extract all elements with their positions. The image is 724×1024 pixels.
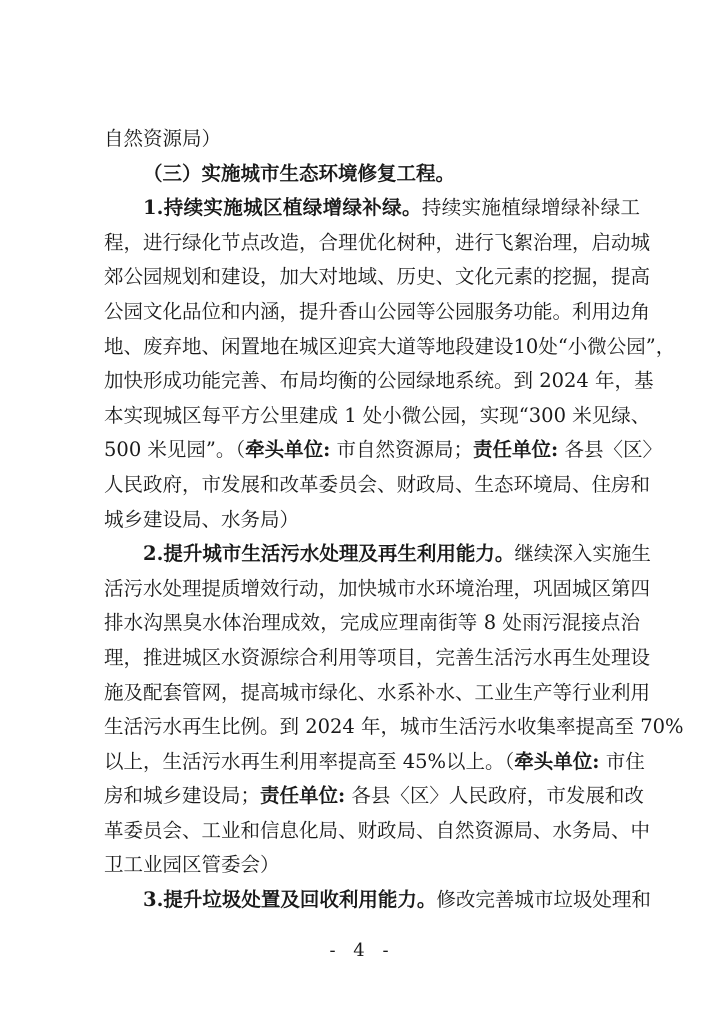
text-line xyxy=(104,676,651,711)
text-line xyxy=(104,226,651,261)
section-heading xyxy=(104,157,640,192)
text-line xyxy=(104,606,640,641)
text-run: 加快形成功能完善、布局均衡的公园绿地系统。到 2024 年，基 xyxy=(104,369,654,393)
text-run: 本实现城区每平方公里建成 1 处小微公园，实现“300 米见绿、 xyxy=(104,403,651,427)
text-run: 以上，生活污水再生利用率提高至 45%以上。（ xyxy=(104,749,515,773)
text-run: 活污水处理提质增效行动，加快城市水环境治理，巩固城区第四 xyxy=(104,576,651,600)
text-line xyxy=(104,848,640,883)
text-line xyxy=(104,883,651,918)
text-run: 公园文化品位和内涵，提升香山公园等公园服务功能。利用边角 xyxy=(104,299,651,323)
bold-run: 1.持续实施城区植绿增绿补绿。 xyxy=(143,196,422,220)
text-run: 房和城乡建设局； xyxy=(104,784,261,808)
bold-run: 责任单位: xyxy=(473,438,559,462)
text-run: 各县〈区〉 xyxy=(558,438,662,462)
text-line xyxy=(104,779,644,814)
text-line xyxy=(104,122,640,157)
text-line xyxy=(104,364,654,399)
text-line xyxy=(104,260,651,295)
text-run: 市住 xyxy=(599,749,645,773)
text-run: 各县〈区〉人民政府，市发展和改 xyxy=(345,784,644,808)
bold-run: （三）实施城市生态环境修复工程。 xyxy=(143,161,456,185)
text-line xyxy=(104,468,651,503)
text-line xyxy=(104,814,651,849)
text-line xyxy=(104,399,651,434)
text-line xyxy=(104,745,645,780)
page-number: - 4 - xyxy=(329,940,395,961)
text-run: 程，进行绿化节点改造，合理优化树种，进行飞絮治理，启动城 xyxy=(104,230,651,254)
text-run: 继续深入实施生 xyxy=(514,542,651,566)
text-run: 理，推进城区水资源综合利用等项目，完善生活污水再生处理设 xyxy=(104,645,651,669)
text-run: 持续实施植绿增绿补绿工 xyxy=(421,196,640,220)
text-run: 人民政府，市发展和改革委员会、财政局、生态环境局、住房和 xyxy=(104,472,651,496)
text-run: 郊公园规划和建设，加大对地域、历史、文化元素的挖掘，提高 xyxy=(104,265,651,289)
text-run: 卫工业园区管委会） xyxy=(104,853,280,877)
text-line xyxy=(104,191,640,226)
bold-run: 3.提升垃圾处置及回收利用能力。 xyxy=(143,888,437,912)
text-run: 地、废弃地、闲置地在城区迎宾大道等地段建设10处“小微公园”， xyxy=(104,334,676,358)
text-line xyxy=(104,330,676,365)
bold-run: 牵头单位: xyxy=(514,749,600,773)
text-line xyxy=(104,710,684,745)
text-run: 施及配套管网，提高城市绿化、水系补水、工业生产等行业利用 xyxy=(104,680,651,704)
text-run: 城乡建设局、水务局） xyxy=(104,507,300,531)
text-run: 市自然资源局； xyxy=(330,438,474,462)
text-line xyxy=(104,537,651,572)
document-body xyxy=(104,122,684,918)
text-run: 自然资源局） xyxy=(104,127,222,150)
text-line xyxy=(104,295,651,330)
text-line xyxy=(104,433,662,468)
text-run: 生活污水再生比例。到 2024 年，城市生活污水收集率提高至 70% xyxy=(104,715,684,739)
text-line xyxy=(104,503,640,538)
text-run: 500 米见园”。（ xyxy=(104,438,246,462)
text-run: 修改完善城市垃圾处理和 xyxy=(436,888,651,912)
text-line xyxy=(104,572,651,607)
bold-run: 2.提升城市生活污水处理及再生利用能力。 xyxy=(143,542,515,566)
text-run: 革委员会、工业和信息化局、财政局、自然资源局、水务局、中 xyxy=(104,818,651,842)
text-line xyxy=(104,641,651,676)
text-run: 排水沟黑臭水体治理成效，完成应理南街等 8 处雨污混接点治 xyxy=(104,611,640,635)
bold-run: 责任单位: xyxy=(260,784,346,808)
bold-run: 牵头单位: xyxy=(245,438,331,462)
